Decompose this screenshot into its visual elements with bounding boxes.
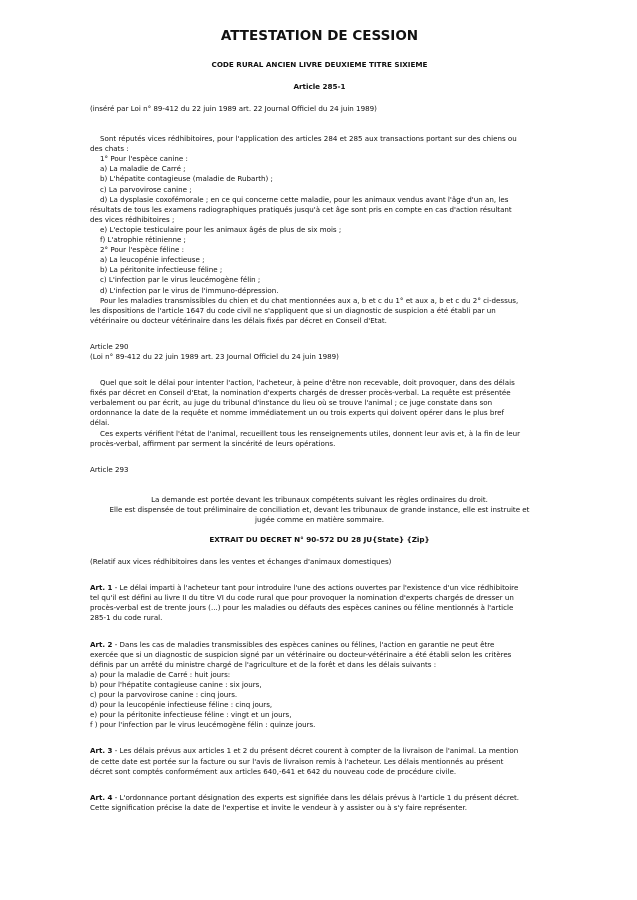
text-line: délai. bbox=[90, 418, 110, 428]
text-line: tel qu'il est défini au livre II du titre VI du code rural que pour provoquer la nomination d'experts chargés de dresser un bbox=[90, 593, 514, 603]
article-290-note: (Loi n° 89-412 du 22 juin 1989 art. 23 Journal Officiel du 24 juin 1989) bbox=[90, 351, 339, 361]
text-line: des vices rédhibitoires ; bbox=[90, 214, 175, 224]
text-line: décret sont comptés conformément aux articles 640,-641 et 642 du nouveau code de procédure civile. bbox=[90, 766, 457, 776]
article-293-heading: Article 293 bbox=[90, 464, 129, 474]
text-line: a) pour la maladie de Carré : huit jours: bbox=[90, 669, 231, 679]
decree-article-4 bbox=[90, 793, 549, 813]
text-line: d) L'infection par le virus de l'immuno-dépression. bbox=[100, 285, 279, 295]
text-line: c) L'infection par le virus leucémogène félin ; bbox=[100, 275, 261, 285]
article-290-body bbox=[90, 378, 549, 449]
decree-article-2 bbox=[90, 640, 549, 731]
text-line: définis par un arrêté du ministre chargé de l'agriculture et de la forêt et dans les délais suivants : bbox=[90, 659, 437, 669]
text-line: - Dans les cas de maladies transmissibles des espèces canines ou félines, l'action en garantie ne peut être bbox=[112, 639, 495, 649]
text-line: Quel que soit le délai pour intenter l'action, l'acheteur, à peine d'être non recevable, doit provoquer, dans des délais bbox=[100, 378, 515, 388]
text-line: - L'ordonnance portant désignation des experts est signifiée dans les délais prévus à l'article 1 du présent décret. bbox=[112, 792, 520, 802]
article-285-heading: Article 285-1 bbox=[293, 82, 346, 91]
text-line: - Les délais prévus aux articles 1 et 2 du présent décret courent à compter de la livraison de l'animal. La mention bbox=[112, 746, 519, 756]
text-line: exercée que si un diagnostic de suspicion signé par un vétérinaire ou docteur-vétérinaire a été établi selon les critères bbox=[90, 649, 512, 659]
decree-heading: EXTRAIT DU DECRET N° 90-572 DU 28 JU{State} {Zip} bbox=[209, 535, 430, 545]
article-285-body bbox=[90, 134, 549, 326]
text-line: a) La maladie de Carré ; bbox=[100, 164, 186, 174]
text-line: procès-verbal est de trente jours (...) pour les maladies ou défauts des espèces canines ou féline mentionnés à l'article bbox=[90, 603, 514, 613]
text-line: procès-verbal, affirment par serment la sincérité de leurs opérations. bbox=[90, 438, 336, 448]
article-293-body bbox=[90, 495, 549, 525]
text-line: Elle est dispensée de tout préliminaire de conciliation et, devant les tribunaux de grande instance, elle est instruite et bbox=[109, 504, 530, 514]
text-line: ordonnance la date de la requête et nomme immédiatement un ou trois experts qui doivent opérer dans le plus bref bbox=[90, 408, 505, 418]
text-line: 2° Pour l'espèce féline : bbox=[100, 245, 185, 255]
text-line: f) L'atrophie rétinienne ; bbox=[100, 235, 186, 245]
text-line: c) La parvovirose canine ; bbox=[100, 184, 192, 194]
article-label: Art. 1 bbox=[90, 583, 113, 593]
text-line: - Le délai imparti à l'acheteur tant pour introduire l'une des actions ouvertes par l'existence d'un vice rédhibitoire bbox=[112, 583, 519, 593]
text-line: Cette signification précise la date de l'expertise et invite le vendeur à y assister ou à s'y faire représenter. bbox=[90, 802, 468, 812]
text-line: a) La leucopénie infectieuse ; bbox=[100, 255, 205, 265]
text-line: d) pour la leucopénie infectieuse féline : cinq jours, bbox=[90, 700, 273, 710]
document-title: ATTESTATION DE CESSION bbox=[220, 28, 419, 44]
article-290-heading: Article 290 bbox=[90, 341, 129, 351]
text-line: c) pour la parvovirose canine : cinq jours. bbox=[90, 690, 238, 700]
text-line: f ) pour l'infection par le virus leucémogène félin : quinze jours. bbox=[90, 720, 316, 730]
document-subtitle: CODE RURAL ANCIEN LIVRE DEUXIEME TITRE SIXIEME bbox=[211, 60, 428, 69]
text-line: des chats : bbox=[90, 144, 129, 154]
article-label: Art. 2 bbox=[90, 639, 113, 649]
text-line: jugée comme en matière sommaire. bbox=[254, 515, 385, 524]
text-line: Sont réputés vices rédhibitoires, pour l'application des articles 284 et 285 aux transactions portant sur des chiens ou bbox=[100, 134, 517, 144]
text-line: fixés par décret en Conseil d'Etat, la nomination d'experts chargés de dresser procès-verbal. La requête est présentée bbox=[90, 388, 511, 398]
decree-article-3 bbox=[90, 746, 549, 776]
text-line: 285-1 du code rural. bbox=[90, 613, 163, 623]
article-label: Art. 4 bbox=[90, 792, 113, 802]
text-line: résultats de tous les examens radiographiques pratiqués jusqu'à cet âge sont pris en compte en cas d'action résultant bbox=[90, 204, 512, 214]
decree-note: (Relatif aux vices rédhibitoires dans les ventes et échanges d'animaux domestiques) bbox=[90, 557, 392, 567]
text-line: les dispositions de l'article 1647 du code civil ne s'appliquent que si un diagnostic de suspicion a été établi par un bbox=[90, 305, 496, 315]
text-line: Pour les maladies transmissibles du chien et du chat mentionnées aux a, b et c du 1° et aux a, b et c du 2° ci-dessus, bbox=[100, 295, 519, 305]
text-line: e) pour la péritonite infectieuse féline : vingt et un jours, bbox=[90, 710, 292, 720]
text-line: La demande est portée devant les tribunaux compétents suivant les règles ordinaires du droit. bbox=[151, 494, 488, 504]
text-line: vétérinaire ou docteur vétérinaire dans les délais fixés par décret en Conseil d'Etat. bbox=[90, 315, 387, 325]
text-line: b) L'hépatite contagieuse (maladie de Rubarth) ; bbox=[100, 174, 273, 184]
text-line: de cette date est portée sur la facture ou sur l'avis de livraison remis à l'acheteur. Les délais mentionnés au présent bbox=[90, 756, 504, 766]
text-line: verbalement ou par écrit, au juge du tribunal d'instance du lieu où se trouve l'animal ; ce juge constate dans son bbox=[90, 398, 493, 408]
text-line: b) pour l'hépatite contagieuse canine : six jours, bbox=[90, 679, 262, 689]
text-line: Ces experts vérifient l'état de l'animal, recueillent tous les renseignements utiles, donnent leur avis et, à la fin de leur bbox=[100, 428, 521, 438]
text-line: 1° Pour l'espèce canine : bbox=[100, 154, 188, 164]
text-line: d) La dysplasie coxofémorale ; en ce qui concerne cette maladie, pour les animaux vendus avant l'âge d'un an, les bbox=[100, 194, 509, 204]
text-line: b) La péritonite infectieuse féline ; bbox=[100, 265, 223, 275]
article-285-note: (inséré par Loi n° 89-412 du 22 juin 1989 art. 22 Journal Officiel du 24 juin 1989) bbox=[90, 104, 377, 113]
article-label: Art. 3 bbox=[90, 746, 113, 756]
text-line: e) L'ectopie testiculaire pour les animaux âgés de plus de six mois ; bbox=[100, 224, 342, 234]
decree-article-1 bbox=[90, 583, 549, 623]
